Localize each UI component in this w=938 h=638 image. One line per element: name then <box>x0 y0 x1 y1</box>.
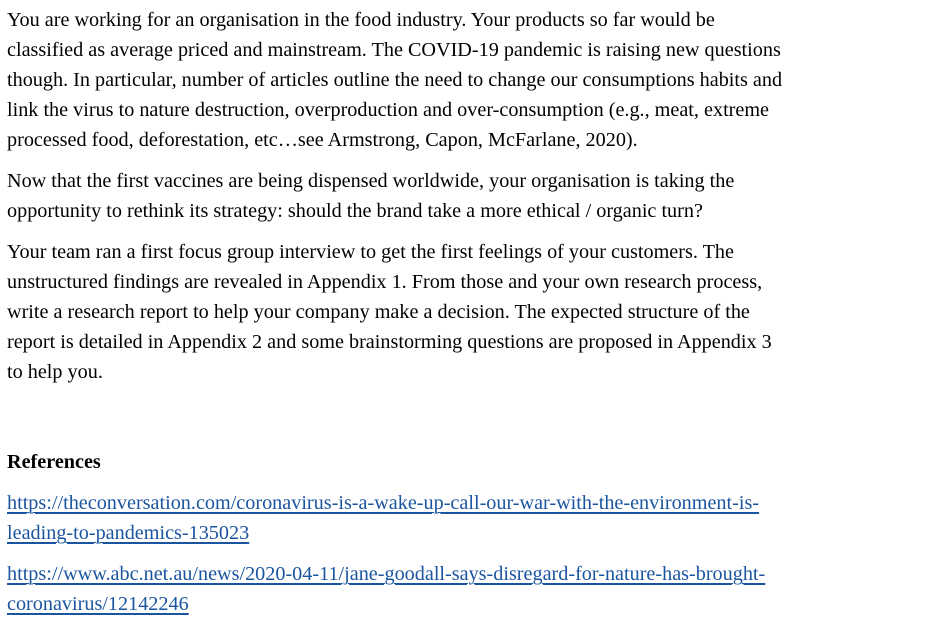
text-line: opportunity to rethink its strategy: should the brand take a more ethical / organic turn? <box>7 200 703 222</box>
intro-paragraph <box>7 5 937 155</box>
text-line: to help you. <box>7 361 103 383</box>
text-line: link the virus to nature destruction, overproduction and over-consumption (e.g., meat, extreme <box>7 99 770 121</box>
link-line: https://theconversation.com/coronavirus-is-a-wake-up-call-our-war-with-the-environment-is- <box>7 492 760 514</box>
reference-item-1 <box>7 488 937 548</box>
text-line: processed food, deforestation, etc…see Armstrong, Capon, McFarlane, 2020). <box>7 129 638 151</box>
text-line: Your team ran a first focus group interview to get the first feelings of your customers. The <box>7 241 734 263</box>
vaccine-paragraph <box>7 166 937 226</box>
text-line: unstructured findings are revealed in Appendix 1. From those and your own research process, <box>7 271 763 293</box>
text-line: write a research report to help your company make a decision. The expected structure of the <box>7 301 750 323</box>
text-line: report is detailed in Appendix 2 and some brainstorming questions are proposed in Appendix 3 <box>7 331 772 353</box>
text-line: You are working for an organisation in the food industry. Your products so far would be <box>7 9 715 31</box>
text-line: Now that the first vaccines are being dispensed worldwide, your organisation is taking the <box>7 170 735 192</box>
link-line: https://www.abc.net.au/news/2020-04-11/jane-goodall-says-disregard-for-nature-has-brought- <box>7 563 766 585</box>
reference-item-2 <box>7 559 937 619</box>
text-line: classified as average priced and mainstream. The COVID-19 pandemic is raising new questions <box>7 39 781 61</box>
task-paragraph <box>7 237 937 387</box>
references-heading: References <box>7 451 101 473</box>
blank-space <box>7 398 937 447</box>
document-page <box>7 5 937 630</box>
link-line: leading-to-pandemics-135023 <box>7 522 250 544</box>
reference-link-abc-news[interactable] <box>7 559 937 619</box>
reference-link-conversation[interactable] <box>7 488 937 548</box>
text-line: though. In particular, number of articles outline the need to change our consumptions habits and <box>7 69 783 91</box>
link-line: coronavirus/12142246 <box>7 593 189 615</box>
